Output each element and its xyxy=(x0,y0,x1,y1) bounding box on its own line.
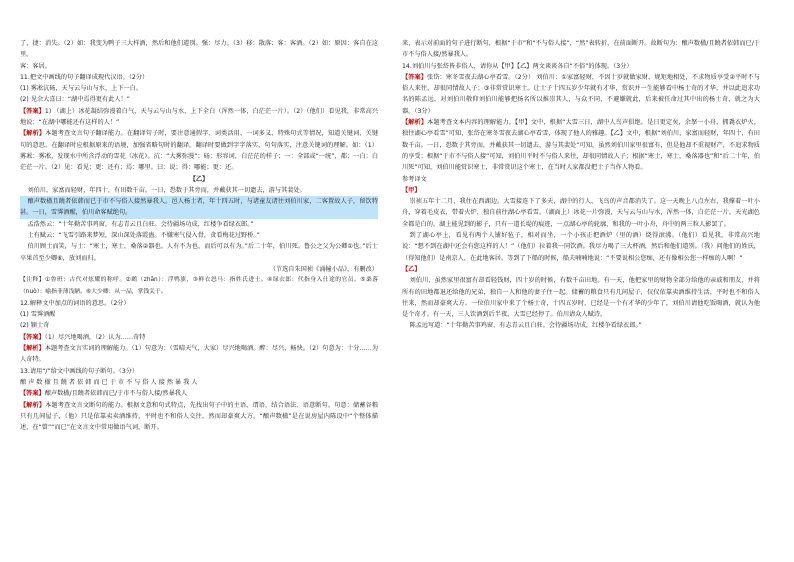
analysis-text: 本题考查文言实词的理解能力。（1）句意为：（雪晴天气，大家）尽兴地喝酒。醉：尽兴，畅快。（2）句意为：十分……为人奇特。 xyxy=(20,345,379,364)
passage-source: （节选自朱国祯《涌幢小品》，有删改） xyxy=(269,265,378,273)
answer-label: 【答案】 xyxy=(20,333,45,341)
question-12-title: 12.解释文中加点的词语的意思。（2分） xyxy=(20,299,130,307)
question-14-title: 14.刘伯川与张岱皆非俗人，请你从【甲】【乙】两文谈谈各自“不俗”的体现。（3分） xyxy=(402,62,633,70)
translation-jia-para-2: 到了湖心亭上，看见有两个人铺好毡子，相对而坐，一个小孩正把酒炉（里的酒）烧得滚沸。（他们）看见我，非常高兴地说：“想不到在湖中还会有您这样的人！”（他们）拉着我一同饮酒。我尽力喝了三大杯酒，然后和他们道别。（我）问他们的姓氏，（得知他们）是南京人，在此地客居。等到了下船的时候，船夫喃喃地说：“不要说相公您痴，还有像相公您一样痴的人啊！” xyxy=(402,232,760,262)
translation-yi-label: 【乙】 xyxy=(402,265,421,273)
answer-13 xyxy=(20,388,378,399)
answer-label: 【答案】 xyxy=(402,73,428,81)
translation-jia-para-1: 崇祯五年十二月，我住在西湖边。大雪接连下了多天，湖中的行人、飞鸟的声音都消失了。这一天晚上八点左右，我撑着一叶小舟，穿着毛皮衣，带着火炉，独自前往湖心亭看雪。（湖面上）冰花一片弥漫，天与云与山与水，浑然一体，白茫茫一片。天光湖色全都是白的。湖上能见到的影子，只有一道长堤的痕迹，一点湖心亭的轮廓，和我的一叶小舟，舟中的两三粒人影罢了。 xyxy=(402,198,760,228)
analysis-13 xyxy=(20,400,378,434)
answer-text: 1) （湖上）冰花凝结弥漫着白气，天与云与山与水，上下全白（浑然一体，白茫茫一片）。（2）（他们）看见我，非常高兴地说：“在湖中哪能还有这样的人！” xyxy=(20,107,379,127)
question-11-item-2: (2) 见余大喜曰：“湖中焉得更有此人！” xyxy=(20,96,130,104)
analysis-label: 【解析】 xyxy=(20,401,46,409)
analysis-12 xyxy=(20,343,378,366)
annotations: 【注释】①鲁班：古代对炫耀的称呼。②鹚（zhān）：浮鸭旗，③鲜衣怒马：指姓氏进士。④绿衣郎：代指身入仕途的官员。⑤桑落（nuò）：喻指菲薄浅陋。⑥大少卿：从一品，掌钱关于。 xyxy=(20,277,378,295)
passage-yi-label: 【乙】 xyxy=(189,175,209,183)
translation-yi-para-1: 刘伯川，虽然家里很富有却看轻钱财，四十岁的时候，有数千亩田地。有一天，他把家里的财物全部分给他的亲戚和朋友，并将所有的田地都退还给他的兄弟，独自一人和他的妻子住一起。储蓄的粮食只有几间屋子，仅仅依靠卖酒维持生活，平时也不和俗人往来，然而却豪爽大方。一位伯川家中来了个杨士奇，十四五岁时，已经是一个有才华的少年了，刘伯川请他吃饭喝酒，就认为他是个奇才。有一天，三人饮酒到后半夜，大雪已经停了。伯川请众人赋诗。 xyxy=(402,277,760,319)
answer-14 xyxy=(402,72,760,117)
passage-yi-para-5: 伯川顾士而笑，与士：“寒士，寒士，桑落②器也。人有不为也，而后可以有为。”后二十年，伯川死。鲁公之父为公卿①也。”后士卒果首至少卿⑥，放刘而归。 xyxy=(20,243,378,262)
question-11-title: 11.把文中画线的句子翻译成现代汉语。（2分） xyxy=(20,73,149,81)
analysis-label: 【解析】 xyxy=(20,345,45,353)
translation-yi-para-2: 陈孟远写道：“十年勤苦事鸡窗，有志青云且白驻。会待疆场功成，红楼争看绿衣郎。” xyxy=(409,322,642,330)
question-12-item-1: (1) 雪霁酒醒 xyxy=(20,311,56,319)
analysis-label: 【解析】 xyxy=(20,130,46,138)
text-line: 了，捷：消失。（2）如：我变为鸭子三大样酒，然后和他们道别。强：尽力。（3）移：散落；客：客酒。（2）如：原因：客自在这里。 xyxy=(20,40,378,59)
analysis-11 xyxy=(20,128,378,173)
analysis-14 xyxy=(402,117,760,173)
question-13-title: 13.请用“/”给文中画线的句子断句。（3分） xyxy=(20,367,139,375)
answer-text: 张岱：寒冬雪夜去湖心亭看雪。（2分） 刘伯川：①家富轻财，不因十岁就做家财、规矩地相处，不求物质享受②平时不与俗人来往，却很同情故人子；③非常赏识寒士。让士子十四五岁少年就有才华，赏识并一生能够看中杨士奇的才华，并以此追求功名的陈孟远，对刘伯川敬仰刘伯川能够把扬名所以推崇其人，与众不同，不避嫌就此，后来被任命过其中出的杨士奇，就之为大器。（3分） xyxy=(402,73,760,115)
passage-yi-highlighted-sentence: 酿声数楹且饒者依韩而已于市不与俗人接然暴我人。邑人杨士者，年十四五时，与诸童友诸往刘伯川家，二客置故人子，留饮特甚。一日，雪霁酒醒，伯川命客赋绝句。 xyxy=(20,196,378,219)
translation-jia-label: 【甲】 xyxy=(402,186,421,194)
left-column xyxy=(20,38,378,433)
passage-yi-para-1: 刘伯川，家富而轻财，年四十，有田数千亩。一日，恐数于其旁而，并戴获其一切遗去，游与其裴处。 xyxy=(27,186,306,194)
analysis-text: 本题考查文本内容的理解能力。【甲】文中，根据“大雪三日，湖中人鸟声俱绝。是日更定矣，余拏一小舟，拥毳衣炉火，独往湖心亭看雪”可知，张岱在寒冬雪夜去湖心亭看雪，体现了他人的雅趣。【乙】文中，根据“刘伯川，家富而轻财，年四十，有田数千亩。一日，恐数于其旁而，并戴获其一切遗去，游与其裴处”可知，虽然刘伯川家里很富有，但是他却不重视财产，不追求物质的享受；根据“于市不与俗人接”可知，刘伯川平时不与俗人来往，却很同情故人子；根据“寒士，寒士，桑落器也”和“后二十年，伯川死”可知，刘伯川能赏识寒士，非常赏识这个寒士，在当时人家都没把士子当作人物看。 xyxy=(402,119,761,172)
analysis-label: 【解析】 xyxy=(402,119,428,127)
translation-heading: 参考译文 xyxy=(402,175,427,183)
passage-yi-para-3: 孟浩然云：“十年勤苦事鸡窗，有志青云且白驻。会待疆场功成，红楼争看绿衣郎。” xyxy=(27,220,254,228)
question-11-item-1: (1) 雾凇沆砀，天与云与山与水，上下一白。 xyxy=(20,85,143,93)
text-line: 来，表示对前面的句子进行断句，根据“于市”和“不与俗人接”，“然”表转折，在前面断开。故断句为：酿声数楹/且饒者依韩而已/于市不与俗人接/然暴我人。 xyxy=(402,40,760,59)
right-column xyxy=(402,38,760,332)
answer-11 xyxy=(20,106,378,129)
answer-12 xyxy=(20,332,378,343)
answer-text: 酿声数楹/且饒者依韩而已/于市不与俗人接/然暴我人 xyxy=(44,390,188,398)
answer-label: 【答案】 xyxy=(20,390,45,398)
passage-yi-para-4: 士有赋云：“飞雪引路来梦短，深山深处落霞蛊。不嫌寒气侵入骨，贪看梅花过野桥。” xyxy=(27,232,260,240)
answer-text: （1）尽兴地喝酒，（2）认为……奇特 xyxy=(44,333,146,341)
analysis-text: 本题考查文言文断句的能力。根据文意和句式特点，先找出句子中的主语、谓语，结合语法、语意断句。句意：储蓄谷粮只有几间屋子，（他）只是依靠卖卖酒维持，平时也不和俗人交往，然而却豪爽大方。“酿声数楹”是在说房屋内陈设中“个整体描述，在“曾”“而已”在文言文中常用做语气词，断开。 xyxy=(20,401,379,432)
text-line: 客：客居。 xyxy=(20,62,51,70)
answer-label: 【答案】 xyxy=(20,107,45,115)
question-12-item-2: (2) 颍士奇 xyxy=(20,322,50,330)
question-13-sentence: 酿 声 数 楹 且 饒 者 依 韩 而 已 于 市 不 与 俗 人 接 然 暴 我 人 xyxy=(20,378,198,386)
analysis-text: 本题考查文言句子翻译能力。在翻译句子时，要注意通假字、词类活用、一词多义、特殊句式等情况，知道关键词、关键句的意思。在翻译时应根据原来的语境，加强省略句时的翻译。翻译时要做到字字落实，句句落实，注意关键词的理解。如：（1）雾凇：雾凇，发现水中所含浮动的雪花（冰花）。沆：“大雾弥漫”；砀：形容词，白茫茫的样子；一：全部或“一统”，都；一白：白茫茫一片。（2）见：看见；更：还有；焉：哪里。曰：说；得：哪能；更：还。 xyxy=(20,130,379,172)
